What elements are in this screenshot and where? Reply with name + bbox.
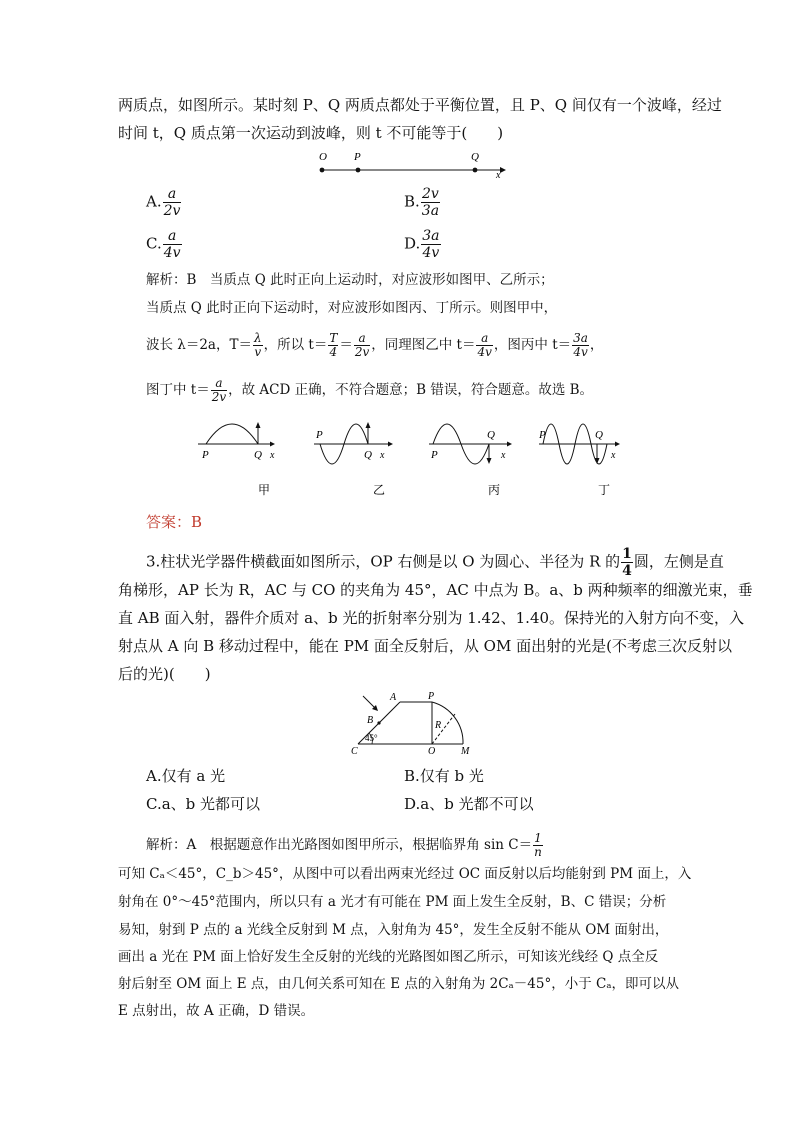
svg-text:x: x bbox=[380, 450, 385, 461]
axis-label-q: Q bbox=[471, 151, 479, 163]
svg-text:P: P bbox=[431, 449, 438, 461]
svg-text:C: C bbox=[351, 746, 358, 757]
svg-text:P: P bbox=[428, 691, 435, 702]
wave-label-jia: 甲 bbox=[258, 483, 271, 497]
q2-solution-line-3: 波长 λ＝2a，T＝ $\frac{\lambda}{v}$ ，所以 t＝ $\frac{T}{4}$ ＝ $\frac{a}{2v}$ ，同理图乙中 t＝ $\frac{a}{4v}$ ，图丙中 t＝ $\frac{3a}{4v}$ ， bbox=[146, 331, 604, 359]
q3-solution-line-5: 画出 a 光在 PM 面上恰好发生全反射的光线的光路图如图乙所示，可知该光线经 Q 点全反 bbox=[118, 949, 659, 965]
wave-yi bbox=[314, 422, 393, 464]
svg-text:P: P bbox=[202, 449, 209, 461]
axis-label-p: P bbox=[354, 151, 361, 163]
q3-solution-line-7: E 点射出，故 A 正确，D 错误。 bbox=[118, 1003, 315, 1019]
q2-option-c[interactable]: C. $\frac{a}{4v}$ bbox=[146, 228, 181, 261]
q2-stem-line-2: 时间 t，Q 质点第一次运动到波峰，则 t 不可能等于( ) bbox=[118, 124, 504, 142]
svg-text:Q: Q bbox=[595, 429, 603, 441]
q2-option-a[interactable]: A. $\frac{a}{2v}$ bbox=[146, 186, 181, 219]
svg-text:Q: Q bbox=[254, 449, 262, 461]
q3-solution-line-3: 射角在 0°～45°范围内，所以只有 a 光才有可能在 PM 面上发生全反射，B、C 错误；分析 bbox=[118, 894, 667, 910]
q3-solution-line-6: 射后射至 OM 面上 E 点，由几何关系可知在 E 点的入射角为 2Cₐ－45°，小于 Cₐ，即可以从 bbox=[118, 976, 680, 992]
svg-text:x: x bbox=[611, 450, 616, 461]
axis-label-x: x bbox=[496, 170, 501, 181]
q3-solution-line-4: 易知，射到 P 点的 a 光线全反射到 M 点，入射角为 45°，发生全反射不能从 OM 面射出， bbox=[118, 922, 669, 938]
svg-text:x: x bbox=[270, 450, 275, 461]
point-o bbox=[320, 168, 325, 173]
q3-stem-line-4: 射点从 A 向 B 移动过程中，能在 PM 面全反射后，从 OM 面出射的光是(不考虑三次反射以 bbox=[118, 637, 732, 655]
svg-text:Q: Q bbox=[487, 429, 495, 441]
q3-option-c[interactable]: C.a、b 光都可以 bbox=[146, 795, 261, 813]
q3-solution-line-1: 解析：A 根据题意作出光路图如图甲所示，根据临界角 sin C＝ $\frac{1}{n}$ bbox=[146, 831, 542, 859]
q3-option-d[interactable]: D.a、b 光都不可以 bbox=[404, 795, 534, 813]
q3-solution-line-2: 可知 Cₐ＜45°，C_b＞45°，从图中可以看出两束光经过 OC 面反射以后均能射到 PM 面上，入 bbox=[118, 866, 692, 882]
q2-option-b[interactable]: B. $\frac{2v}{3a}$ bbox=[404, 186, 440, 219]
svg-text:O: O bbox=[428, 746, 436, 757]
wave-label-bing: 丙 bbox=[488, 483, 501, 497]
q3-option-a[interactable]: A.仅有 a 光 bbox=[146, 767, 226, 785]
q2-stem-line-1: 两质点，如图所示。某时刻 P、Q 两质点都处于平衡位置，且 P、Q 间仅有一个波峰，经过 bbox=[118, 96, 722, 114]
svg-text:x: x bbox=[501, 450, 506, 461]
q3-stem-line-2: 角梯形，AP 长为 R，AC 与 CO 的夹角为 45°，AC 中点为 B。a、b 两种频率的细激光束，垂 bbox=[118, 581, 753, 599]
incident-ray bbox=[363, 696, 375, 708]
wave-bing bbox=[429, 424, 512, 464]
wave-label-yi: 乙 bbox=[373, 483, 386, 497]
svg-text:B: B bbox=[367, 715, 374, 726]
wave-label-ding: 丁 bbox=[598, 483, 611, 497]
point-p bbox=[356, 168, 361, 173]
svg-text:Q: Q bbox=[364, 449, 372, 461]
svg-text:P: P bbox=[316, 429, 323, 441]
q2-wave-figures bbox=[190, 412, 630, 502]
svg-text:R: R bbox=[435, 720, 442, 731]
axis-label-o: O bbox=[319, 151, 327, 163]
q3-optics-figure bbox=[345, 688, 485, 760]
svg-text:A: A bbox=[390, 692, 397, 703]
q2-solution-line-1: 解析：B 当质点 Q 此时正向上运动时，对应波形如图甲、乙所示； bbox=[146, 272, 554, 288]
wave-jia bbox=[198, 422, 275, 461]
svg-text:45°: 45° bbox=[365, 733, 378, 743]
point-q bbox=[473, 168, 478, 173]
q3-option-b[interactable]: B.仅有 b 光 bbox=[404, 767, 484, 785]
q2-axis-figure bbox=[310, 146, 510, 182]
q2-option-d[interactable]: D. $\frac{3a}{4v}$ bbox=[404, 228, 440, 261]
q3-stem-line-5: 后的光)( ) bbox=[118, 665, 211, 683]
q2-solution-line-4: 图丁中 t＝ $\frac{a}{2v}$ ，故 ACD 正确，不符合题意；B 错误，符合题意。故选 B。 bbox=[146, 376, 594, 404]
wave-ding bbox=[538, 424, 620, 464]
q3-stem-line-1: 3.柱状光学器件横截面如图所示，OP 右侧是以 O 为圆心、半径为 R 的 $\frac{1}{4}$ 圆，左侧是直 bbox=[146, 546, 724, 579]
q2-answer: 答案：B bbox=[146, 513, 203, 531]
q3-stem-line-3: 直 AB 面入射，器件介质对 a、b 光的折射率分别为 1.42、1.40。保持光的入射方向不变，入 bbox=[118, 609, 745, 627]
svg-text:P: P bbox=[539, 429, 546, 441]
q2-solution-line-2: 当质点 Q 此时正向下运动时，对应波形如图丙、丁所示。则图甲中， bbox=[146, 300, 558, 316]
svg-text:M: M bbox=[461, 746, 470, 757]
